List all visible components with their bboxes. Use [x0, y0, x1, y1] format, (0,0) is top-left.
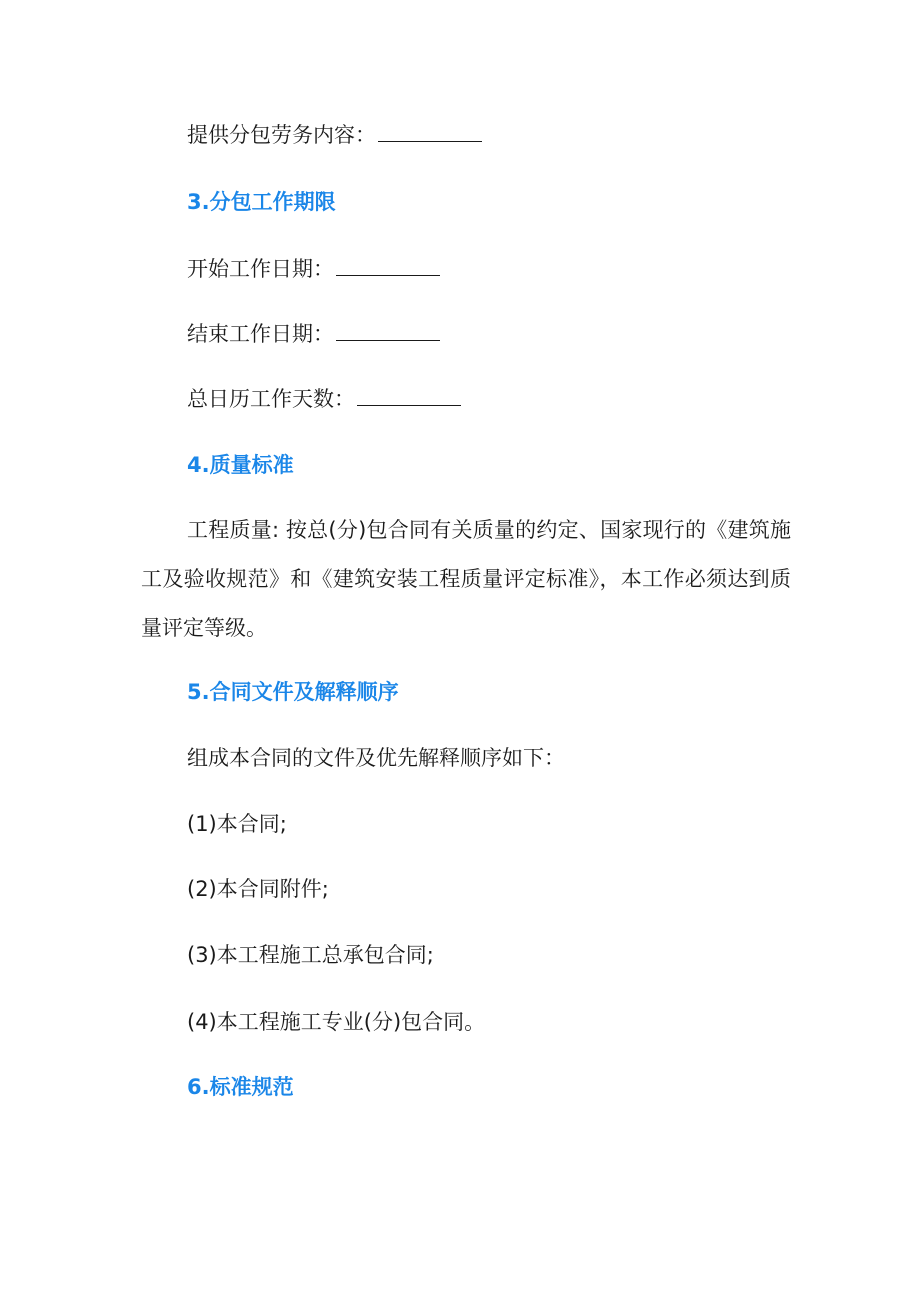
- section6-heading: 6.标准规范: [187, 1075, 294, 1099]
- doc-item-2: (2)本合同附件;: [187, 877, 329, 901]
- labor-content-label: 提供分包劳务内容：: [187, 123, 376, 147]
- doc-item-1: (1)本合同;: [187, 812, 287, 836]
- labor-content-line: [187, 120, 482, 150]
- doc-item-4: (4)本工程施工专业(分)包合同。: [187, 1010, 486, 1034]
- total-days-blank: [357, 385, 461, 406]
- labor-content-blank: [378, 121, 482, 142]
- end-date-blank: [336, 320, 440, 341]
- docs-intro: 组成本合同的文件及优先解释顺序如下：: [187, 746, 565, 770]
- end-date-line: [187, 319, 440, 349]
- total-days-line: [187, 384, 461, 414]
- section4-heading: 4.质量标准: [187, 453, 294, 477]
- quality-paragraph: 工程质量: 按总(分)包合同有关质量的约定、国家现行的《建筑施工及验收规范》和《建筑安装工程质量评定标准》，本工作必须达到质量评定等级。: [141, 518, 791, 640]
- end-date-label: 结束工作日期：: [187, 322, 334, 346]
- total-days-label: 总日历工作天数：: [187, 387, 355, 411]
- doc-item-3: (3)本工程施工总承包合同;: [187, 943, 434, 967]
- start-date-label: 开始工作日期：: [187, 257, 334, 281]
- start-date-line: [187, 254, 440, 284]
- start-date-blank: [336, 255, 440, 276]
- section5-heading: 5.合同文件及解释顺序: [187, 680, 399, 704]
- section3-heading: 3.分包工作期限: [187, 190, 336, 214]
